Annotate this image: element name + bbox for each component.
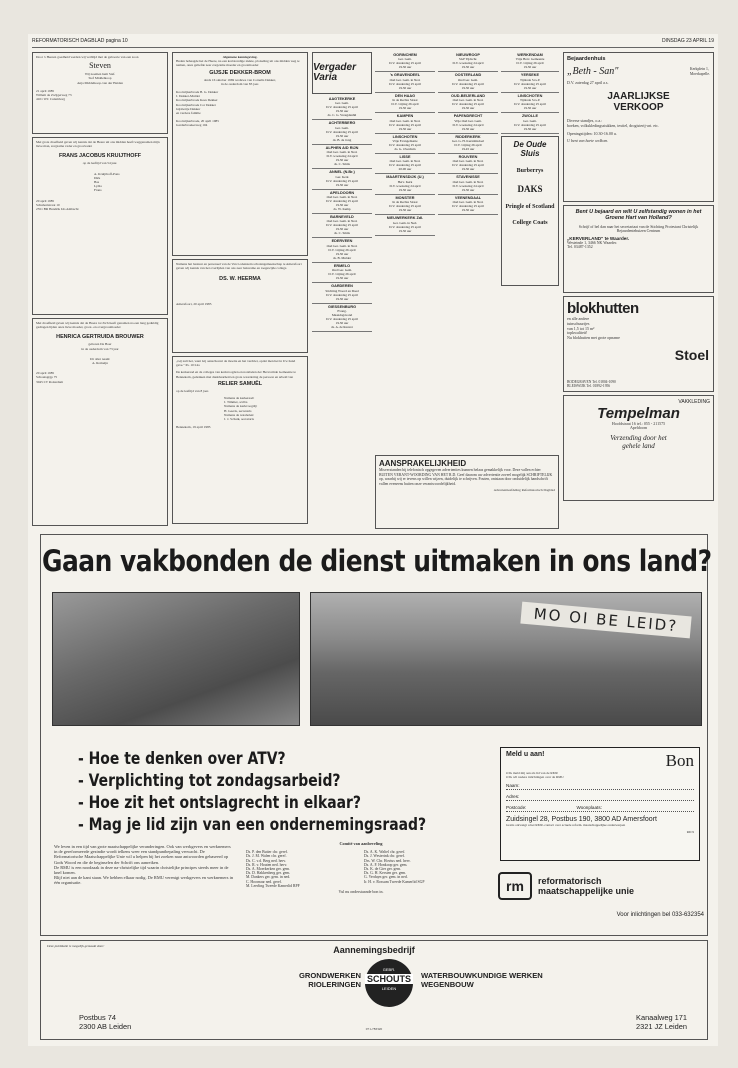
committee-member: G. Verduyn ger. gem. in ned.	[364, 875, 408, 880]
church-info: Oud Ger. Gem. in Ned. D.V. donderdag 25 april 19.30 uur	[452, 98, 484, 111]
committee-member: Ds. D. Hakkenberg ger. gem.	[246, 871, 291, 876]
church-info: Oud Ger. Gem. in Ned. D.V. donderdag 25 april 19.30 uur	[389, 77, 421, 90]
church-name: GIESSENBURG	[327, 304, 357, 309]
committee-member: Ds. P. den Butter chr. geref.	[246, 850, 288, 855]
church-info: Oud Ger. Gem. D.V. donderdag 25 april 19.30 uur	[452, 77, 484, 90]
church-info: Ger. Gem. D.V. donderdag 25 april 19.30 uur	[514, 118, 546, 131]
church-name: OOSTERLAND	[454, 73, 482, 78]
newspaper-page	[28, 34, 718, 1046]
church-entry	[438, 72, 498, 92]
church-name: EDERVEEN	[331, 239, 353, 244]
church-entry	[375, 72, 435, 92]
committee: Comité van aanbeveling Ds. P. den Butter chr. geref. Ds. A. K. Waltel chr. geref. Ds. J. M. Walen chr. geref. Ds. J. Westerink chr. geref. Ds. C. v.d. Berg ned. herv. Drs. W. Chr. Hovius ned. herv. Ds. R. v. Houten ned. herv. Ds. A. F. Honkoop ger. gem. Ds. A. Moerkerken ger. gem. Ds. K. de Gier ger. gem. Ds. D. Hakkenberg ger. gem. Ds. G. H. Kersten ger. gem. M. Dankers ger. gem. in ned. G. Verduyn ger. gem. in ned. C. Hoornaar ned. geref. Ir. H. v. Rossum Tweede Kamerlid SGP M. Leerling Tweede Kamerlid RPF Vul nu onderstaande bon in.	[246, 842, 476, 894]
church-name: STAVENISSE	[456, 175, 480, 180]
church-entry	[375, 174, 435, 194]
death-notice-heerma: Namens het bestuur en personeel van de Van Lodenstein scholengemeenschap te Amersfoort geven wij kennis van het overlijden van ons zeer bekwame en toegewijde collega DS. W. HEERMA Amersfoort, 20 april 1985	[172, 259, 308, 353]
church-entry	[312, 214, 372, 238]
church-entry	[375, 215, 435, 235]
church-name: GARDEREN	[331, 284, 353, 289]
church-list-a	[312, 96, 372, 332]
church-name: MAARTENSDIJK (U.)	[386, 175, 424, 180]
church-entry	[312, 169, 372, 189]
church-entry	[312, 304, 372, 332]
church-name: DEN HAAG	[394, 93, 416, 98]
church-info: Oud Ger. Gem. in Ned. D.V. woensdag 24 april 19.30 uur ds. C. Smits	[326, 150, 358, 167]
church-entry	[375, 154, 435, 174]
church-entry	[312, 238, 372, 262]
committee-member: Ds. K. de Gier ger. gem.	[364, 867, 402, 872]
coupon-address-field[interactable]: Adres:	[506, 790, 694, 801]
coupon-option-member[interactable]: O Ik meld mij aan als lid van de RMU	[506, 771, 559, 775]
church-info: Ger. Gem. D.V. donderdag 25 april 19.30 uur ds. C. G. Vreugdenhil	[326, 101, 358, 118]
church-name: YERSEKE	[520, 73, 540, 78]
church-name: BARNEVELD	[330, 215, 354, 220]
church-info: In de Rechte Straat D.V. donderdag 25 april 19.30 uur	[389, 200, 421, 213]
church-entry	[375, 93, 435, 113]
church-info: Oud Ger. Gem. in Ned. D.V. donderdag 25 april 19.30 uur ds. W. Kemp	[326, 195, 358, 212]
church-entry	[501, 52, 559, 72]
church-name: ACHTERBERG	[328, 121, 356, 126]
church-info: Oud Ger. Gem. in Ned. D.V. donderdag 25 april 19.30 uur	[389, 118, 421, 131]
church-info: Oud Ger. Gem. in Ned. D.V. vrijdag 26 april 19.30 uur ds. B. Mulder	[326, 243, 358, 260]
notice-name: DS. W. HEERMA	[219, 276, 261, 283]
coupon-option-info[interactable]: O Ik wil nadere inlichtingen over de RMU	[506, 775, 564, 780]
notice-name: GIJSJE DEKKER-BROM	[209, 69, 271, 76]
church-name: LISSE	[399, 155, 411, 160]
membership-coupon: Meld u aan! Bon O Ik meld mij aan als lid van de RMU O Ik wil nadere inlichtingen over de RMU Naam: Adres: Postcode: Woonplaats: Zuidsingel 28, Postbus 190, 3800 AD Amersfoort Gratis ontvangt u het RMU-contact over actuele reform. maatschappelijke onderwerpen RD 9	[500, 747, 700, 861]
church-name: KAMPEN	[396, 114, 414, 119]
church-entry	[312, 145, 372, 169]
schouts-footer-ad: Deze publikatie is mogelijk gemaakt door: Aannemingsbedrijf GRONDWERKEN RIOLERINGEN GEBR. SCHOUTS LEIDEN WATERBOUWKUNDIGE WERKEN WEGENBOUW 071-783320 Postbus 74 2300 AB Leiden Kanaalweg 171 2321 JZ Leiden	[40, 940, 708, 1040]
schouts-logo: GEBR. SCHOUTS LEIDEN	[365, 959, 413, 1007]
church-entry	[438, 154, 498, 174]
church-entry	[501, 72, 559, 92]
church-entry	[375, 113, 435, 133]
church-entry	[375, 52, 435, 72]
committee-member: M. Leerling Tweede Kamerlid RPF	[246, 883, 300, 888]
church-info: Oud Ger. Gem. in Ned. D.V. donderdag 25 april 19.30 uur	[452, 159, 484, 172]
question-list	[78, 748, 478, 836]
death-notice-samuel: „Gij zult het, want Gij aanschouwt de moeite en het verdriet, opdat men het in Uw hand geve." Ps. 10:14a De kerkeraad en de colleges van kerkvoogden en notabelen der Hervormde Gemeente te Bennekom, gedenken met dankbaarheid en grote waardering de persoon en arbeid van RELIER SAMUËL op de leeftijd van 8 jaar. Namens de kerkeraad: J. Timmer, scriba Namens de kerkvoogdij: H. Geerts, secretaris Namens de notabelen: J. v. Schaik, secretaris Bennekom, 19 april 1985	[172, 356, 308, 524]
church-name: LINSCHOTEN	[517, 93, 543, 98]
church-info: Stichting Woord en Daad D.V. donderdag 25 april 19.30 uur	[325, 288, 359, 301]
church-info: Vrije Herv. Gemeente D.V. vrijdag 26 april 19.30 uur	[515, 57, 545, 70]
oude-sluis-ad: De Oude Sluis Burberrys DAKS Pringle of Scotland College Coats	[501, 136, 559, 286]
coupon-name-field[interactable]: Naam:	[506, 779, 694, 790]
question-item: - Hoe zit het ontslagrecht in elkaar?	[78, 793, 361, 813]
column-vergader-a	[312, 52, 372, 532]
church-name: MONSTER	[395, 195, 415, 200]
aansprakelijkheid-notice: AANSPRAKELIJKHEID Misverstanden bij telefonisch opgegeven advertenties kunnen helaas gemakkelijk voor. Deze vallen echter BUITEN VERANT-WOORDING VAN HET R.D. Geef daarom uw advertentie zoveel mogelijk SCHRIFTELIJK op, waarbij wij er tevens op willen wijzen, duidelijk te schrijven. Fouten, ontstaan door onduidelijk handschrift vallen eveneens buiten onze verantwoordelijkheid. Advertentieafdeling Reformatorisch Dagblad	[375, 455, 559, 529]
church-entry	[438, 134, 498, 154]
brand-name: DAKS	[517, 183, 543, 194]
church-name: APELDOORN	[329, 190, 355, 195]
photo-police-crowd	[52, 592, 300, 726]
column-vergader-d	[501, 52, 559, 452]
death-notice-brouwer: Met droefheid geven wij kennis dat de Heere tot Zich heeft genomen na een lang geduldig gedragen lijden onze lieve moeder, groot- en overgrootmoeder HENRICA GERTRUIDA BROUWER geboren De Boer in de ouderdom van 73 jaar Uit aller naam: A. Romeijn 20 april 1985 Schoutsgrgp 75 3045 CT Rotterdam	[32, 318, 168, 526]
blokhutten-ad: blokhutten en alle andere tuinschuurtjes van 1,5 tot 15 m² topkwaliteit! Nu blokhutten met grote opname Stoel BODEGRAVEN Tel. 01804-1090 BLEISWIJK Tel. 01892-1956	[563, 296, 714, 392]
church-name: GORINCHEM	[393, 53, 417, 57]
header-right: DINSDAG 23 APRIL 19	[661, 38, 714, 44]
column-notices-1	[32, 52, 168, 532]
question-item: - Mag je lid zijn van een ondernemingsraad?	[78, 815, 427, 835]
committee-member: Ds. A. K. Waltel chr. geref.	[364, 850, 406, 855]
church-info: Vrije Evangelisatie D.V. donderdag 25 april ds. G. Overduin	[389, 139, 421, 152]
question-item: - Verplichting tot zondagsarbeid?	[78, 771, 341, 791]
church-name: ANNEL (N.Br.)	[329, 170, 355, 175]
committee-member: Ds. C. v.d. Berg ned. herv.	[246, 858, 287, 863]
church-entry	[312, 96, 372, 120]
photo-protest-banner	[310, 592, 702, 726]
church-info: Oud Ger. Gem. in Ned. D.V. donderdag 25 april 19.30 uur ds. C. Smits	[326, 219, 358, 236]
church-info: In de Rechte Straat D.V. vrijdag 26 april 19.30 uur	[391, 98, 419, 111]
notice-name: Steven	[89, 61, 111, 71]
notice-name: FRANS JACOBUS KRUIJTHOFF	[58, 153, 142, 160]
church-entry	[501, 113, 559, 133]
brand-name: Burberrys	[516, 167, 544, 174]
brand-list	[505, 168, 555, 226]
church-name: LINSCHOTEN	[392, 134, 418, 139]
committee-member: Ir. H. v. Rossum Tweede Kamerlid SGP	[364, 879, 425, 884]
church-name: RIDDERKERK	[455, 134, 481, 139]
feature-body: We leven in een tijd van grote maatschappelijke veranderingen. Ook van werkgevers en werknemers in de gereformeerde gezindte wordt telkens weer een standpuntbepaling verwacht. De Reformatorische Maatschappelijke Unie wil u helpen bij het zoeken naar antwoorden gebaseerd op Gods Woord en die de beginselen der Schrift ons aanreiken. De RMU is een noodzaak in deze na-christelijke tijd waarin christelijke principes steeds meer in de knel komen. Blijf niet aan de kant staan. We hebben elkaar nodig. De RMU verenigt werkgevers en werknemers in één organisatie.	[54, 844, 234, 886]
church-info: Oud Ger. Gem. in Ned. D.V. donderdag 25 april 19.30 uur	[452, 200, 484, 213]
church-name: AAGTEKERKE	[328, 97, 356, 101]
church-name: NIEUWERKERK Zdl.	[386, 216, 424, 221]
rmu-logo-block: rm reformatorisch maatschappelijke unie Voor inlichtingen bel 033-632354	[498, 872, 704, 932]
church-list-c	[438, 52, 498, 215]
church-entry	[312, 120, 372, 144]
church-name: NIEUWROOP	[456, 53, 480, 57]
death-notice-kruijthoff: Met grote droefheid geven wij kennis dat de Heere uit ons midden heeft weggenomen mijn lieve man, zorgzame vader en grootvader FRANS JACOBUS KRUIJTHOFF op de leeftijd van 54 jaar. A. Kruijthoff-Pons Dirk Bas Lydia Frans 20 april 1985 Schubertstraat 10 2551 BR Hendrik Ido Ambacht	[32, 137, 168, 315]
church-list-b	[375, 52, 435, 236]
church-entry	[438, 93, 498, 113]
question-item: - Hoe te denken over ATV?	[78, 749, 286, 769]
church-info: Herv. Kerk D.V. woensdag 24 april 19.30 uur	[389, 179, 421, 192]
beth-san-ad: Bejaardenhuis „Beth - San" Kerkplein 1, Moerkapelle. D.V. zaterdag 27 april a.s. JAARLIJKSE VERKOOP Diverse standjes, o.a.: boeken, volkskledingsstukken, textiel, drogisterij-art. etc. Openingstijden: 10.30-16.00 u. U bent van harte welkom.	[563, 52, 714, 202]
church-info: Vrije Oud Ger. Gem. D.V. woensdag 24 april 19.30 uur	[452, 118, 484, 131]
committee-member: M. Dankers ger. gem. in ned.	[246, 875, 291, 880]
church-info: Oud Ger. Gem. in Ned. D.V. woensdag 24 april 19.30 uur	[452, 179, 484, 192]
church-info: Oud Ger. Gem. D.V. vrijdag 26 april 19.30 uur	[328, 268, 356, 281]
church-entry	[501, 93, 559, 113]
church-info: Ger. Kerk D.V. donderdag 25 april 19.30 uur	[326, 174, 358, 187]
church-name: VEENENDAAL	[454, 195, 482, 200]
committee-member: Drs. W. Chr. Hovius ned. herv.	[364, 858, 411, 863]
church-entry	[312, 283, 372, 303]
notice-name: RELIER SAMUËL	[217, 380, 263, 387]
committee-member: Ds. A. F. Honkoop ger. gem.	[364, 862, 408, 867]
church-name: ROUVEEN	[458, 155, 478, 160]
church-name: ERMELO	[333, 263, 351, 268]
brand-name: College Coats	[512, 219, 548, 226]
church-name: OUD-BEIJERLAND	[451, 93, 485, 98]
committee-member: Ds. R. v. Houten ned. herv.	[246, 862, 288, 867]
church-info: Ger. Gem. D.V. donderdag 25 april 19.30 uur	[389, 57, 421, 70]
bejaarden-ad: Bent U bejaard en wilt U zelfstandig wonen in het Groene Hart van Holland? Schrijf of bel dan naar het secretariaat van de Stichting Protestant Christelijk Bejaardentehuizen Centrum „KERVERLAND" te Waarder. Westeinde 1, 3466 NK Waarder. Tel. 03487-1352	[563, 205, 714, 293]
committee-member: Ds. A. Moerkerken ger. gem.	[246, 867, 291, 872]
church-name: ZWOLLE	[521, 114, 539, 119]
vergader-varia-logo: Vergader Varia	[312, 52, 372, 94]
brand-name: Pringle of Scotland	[505, 203, 555, 210]
church-entry	[438, 195, 498, 215]
church-info: Ger. Gem. in Ned. D.V. donderdag 25 april 19.30 uur	[389, 220, 421, 233]
committee-member: Ds. J. Westerink chr. geref.	[364, 854, 405, 859]
header-left: REFORMATORISCH DAGBLAD pagina 10	[32, 38, 128, 44]
column-notices-2	[172, 52, 308, 532]
column-vergader-b	[375, 52, 435, 452]
church-info: Ger. G. H. Kerstmisdoel D.V. vrijdag 26 april 19.45 uur	[451, 139, 485, 152]
church-name: ALPHEN A/D RIJN	[325, 145, 359, 150]
church-entry	[438, 52, 498, 72]
church-info: Ger. Gem. D.V. donderdag 25 april 19.30 uur ds. B. de Jong	[326, 125, 358, 142]
church-entry	[438, 113, 498, 133]
tempelman-ad: VAKKLEDING Tempelman Hoofdstraat 16 tel.: 055 - 211575 Apeldoorn Verzending door het gehele land	[563, 395, 714, 501]
protest-banner: MO OI BE LEID?	[520, 602, 691, 639]
church-info: Evang. Maandagavond D.V. donderdag 25 april 19.30 uur ds. A. de Reuver	[326, 309, 358, 330]
committee-member: Ds. J. M. Walen chr. geref.	[246, 854, 287, 859]
church-info: Oud Ger. Gem. in Ned. D.V. donderdag 25 april 20.00 uur	[389, 159, 421, 172]
church-entry	[375, 134, 435, 154]
rmu-logo-icon: rm	[498, 872, 532, 900]
column-ads-right	[563, 52, 714, 532]
church-info: SGP Tijdschr. D.V. woensdag 24 april 19.30 uur	[452, 57, 484, 70]
birth-notice: Door 's Heeren goedheid werden wij verblijd met de geboorte van een zoon Steven Wij noemen hem Stef. Stef Middelkoop Anja Middelkoop-van der Heiden 21 april 1985 Willem de Zwijgerweg 73 4101 WC Culemborg	[32, 52, 168, 134]
column-vergader-c	[438, 52, 498, 452]
church-info: Tijdrede S.G.P. D.V. donderdag 25 april 19.30 uur	[514, 77, 546, 90]
notice-name: HENRICA GERTRUIDA BROUWER	[56, 334, 144, 341]
church-entry	[312, 263, 372, 283]
church-list-d	[501, 52, 559, 134]
church-name: WERKENDAM	[517, 53, 543, 57]
feature-headline: Gaan vakbonden de dienst uitmaken in ons land?	[42, 544, 712, 578]
church-entry	[375, 195, 435, 215]
church-name: 's GRAVENDEEL	[389, 73, 421, 78]
death-notice-dekker: Algemene kennisgeving. Heden behaagde het de Heere, na een kortstondige ziekte, plotseling uit ons midden weg te nemen, onze geliefde zeer zorgzame moeder en grootmoeder GIJSJE DEKKER-BROM sinds 16 oktober 1969 weduwe van Cornelis Dekker, in de ouderdom van 83 jaar. Kootwijkerbroek B. G. Dekker J. Dekker-Mulder Kootwijkerbroek Kees Dekker Kootwijkerbroek Cor Dekker Gijsbertje Dekker en verdere familie Kootwijkerbroek, 20 april 1985 Garderbroekerweg 104	[172, 52, 308, 256]
church-name: PAPENDRECHT	[453, 114, 483, 119]
committee-member: Ds. G. H. Kersten ger. gem.	[364, 871, 407, 876]
church-info: Tijdrede S.G.P. D.V. donderdag 25 april 19.30 uur	[514, 98, 546, 111]
committee-member: C. Hoornaar ned. geref.	[246, 879, 282, 884]
church-entry	[312, 190, 372, 214]
page-header	[32, 38, 714, 48]
coupon-postal-field[interactable]: Postcode: Woonplaats:	[506, 801, 694, 812]
church-entry	[438, 174, 498, 194]
